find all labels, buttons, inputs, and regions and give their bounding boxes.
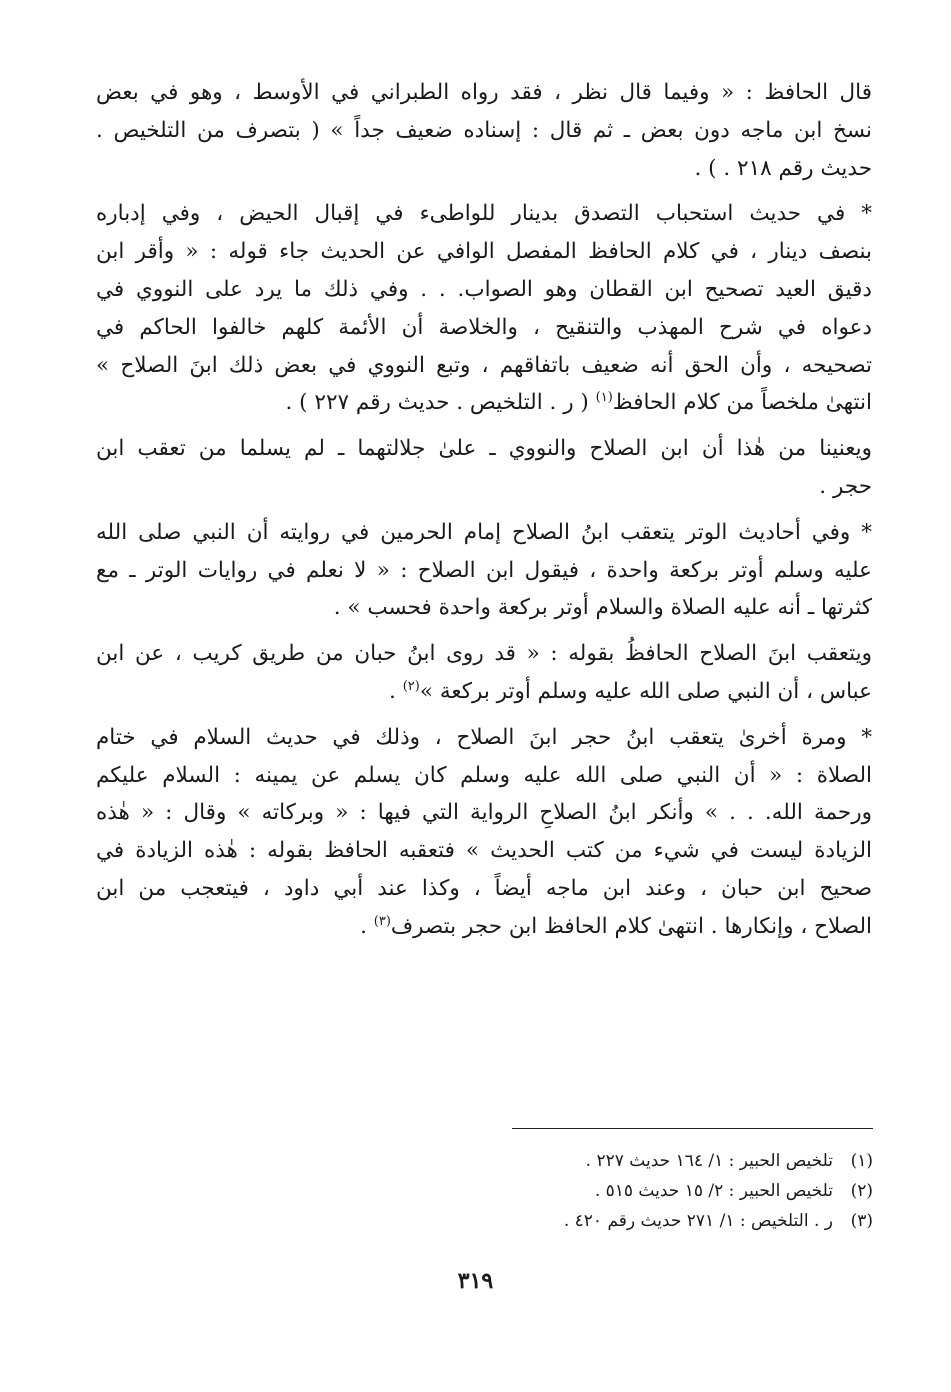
text-segment: انتهىٰ ملخصاً من كلام الحافظ [612,390,872,416]
footnote-ref-1[interactable]: (١) [595,390,613,406]
paragraph-4 [96,514,872,627]
text-segment: ( ر . التلخيص . حديث رقم ٢٢٧ ) . [285,390,596,416]
main-text [96,74,872,954]
text-line: عليه وسلم أوتر بركعة واحدة ، فيقول ابن الصلاح : « لا نعلم في روايات الوتر ـ مع [96,557,872,583]
footnote-text: ر . التلخيص : ١/ ٢٧١ حديث رقم ٤٢٠ . [563,1211,833,1231]
paragraph-3 [96,430,872,506]
text-line: ويتعقب ابنَ الصلاح الحافظُ بقوله : « قد روى ابنُ حبان من طريق كريب ، عن ابن [96,641,872,667]
footnote-text: تلخيص الحبير : ١/ ١٦٤ حديث ٢٢٧ . [585,1151,833,1171]
footnote-ref-2[interactable]: (٢) [402,678,420,694]
footnote-1 [96,1146,873,1176]
text-line: قال الحافظ : « وفيما قال نظر ، فقد رواه الطبراني في الأوسط ، وهو في بعض [96,80,872,105]
paragraph-1 [96,74,872,187]
text-segment: عباس ، أن النبي صلى الله عليه وسلم أوتر بركعة » [419,678,872,704]
footnote-ref-3[interactable]: (٣) [373,913,391,929]
text-line: * في حديث استحباب التصدق بدينار للواطىء في إقبال الحيض ، وفي إدباره [96,201,872,227]
footnote-number: (٣) [850,1211,873,1231]
page-number: ٣١٩ [457,1268,494,1294]
paragraph-6 [96,719,872,946]
text-line: حديث رقم ٢١٨ . ) . [694,155,872,181]
footnotes [96,1146,873,1236]
text-line: صحيح ابن حبان ، وعند ابن ماجه أيضاً ، وكذا عند أبي داود ، فيتعجب من ابن [96,875,872,901]
text-line: ورحمة الله. . . » وأنكر ابنُ الصلاحِ الرواية التي فيها : « وبركاته » وقال : « هٰذه [96,800,872,826]
text-line: دقيق العيد تصحيح ابن القطان وهو الصواب. . . وفي ذلك ما يرد على النووي في [96,276,872,302]
text-line: * وفي أحاديث الوتر يتعقب ابنُ الصلاح إمام الحرمين في روايته أن النبي صلى الله [96,519,872,545]
text-line: * ومرة أخرىٰ يتعقب ابنُ حجر ابنَ الصلاح ، وذلك في حديث السلام في ختام [96,724,872,750]
text-segment: . [360,913,374,939]
text-line [96,384,872,422]
text-line [96,673,872,711]
text-line: حجر . [819,473,872,499]
text-segment: الصلاح ، وإنكارها . انتهىٰ كلام الحافظ ابن حجر بتصرف [390,913,872,939]
text-line: دعواه في شرح المهذب والتنقيح ، والخلاصة أن الأئمة كلهم خالفوا الحاكم في [96,314,872,340]
footnote-2 [96,1176,873,1206]
text-line: الصلاة : « أن النبي صلى الله عليه وسلم كان يسلم عن يمينه : السلام عليكم [96,762,872,788]
paragraph-2 [96,195,872,422]
footnote-text: تلخيص الحبير : ٢/ ١٥ حديث ٥١٥ . [594,1181,833,1201]
footnote-number: (٢) [850,1181,873,1201]
text-line: ويعنينا من هٰذا أن ابن الصلاح والنووي ـ علىٰ جلالتهما ـ لم يسلما من تعقب ابن [96,436,872,462]
footnote-3 [96,1206,873,1236]
text-line: بنصف دينار ، في كلام الحافظ المفصل الوافي عن الحديث جاء قوله : « وأقر ابن [96,239,872,265]
footnote-number: (١) [850,1151,873,1171]
text-segment: . [389,678,403,704]
text-line: الزيادة ليست في شيء من كتب الحديث » فتعقبه الحافظ بقوله : هٰذه الزيادة في [96,838,872,864]
text-line: تصحيحه ، وأن الحق أنه ضعيف باتفاقهم ، وتبع النووي في بعض ذلك ابنَ الصلاح » [96,352,872,378]
footnote-separator [512,1128,873,1129]
paragraph-5 [96,635,872,711]
text-line: نسخ ابن ماجه دون بعض ـ ثم قال : إسناده ضعيف جداً » ( بتصرف من التلخيص . [96,117,872,143]
text-line: كثرتها ـ أنه عليه الصلاة والسلام أوتر بركعة واحدة فحسب » . [333,595,872,621]
text-line [96,908,872,946]
